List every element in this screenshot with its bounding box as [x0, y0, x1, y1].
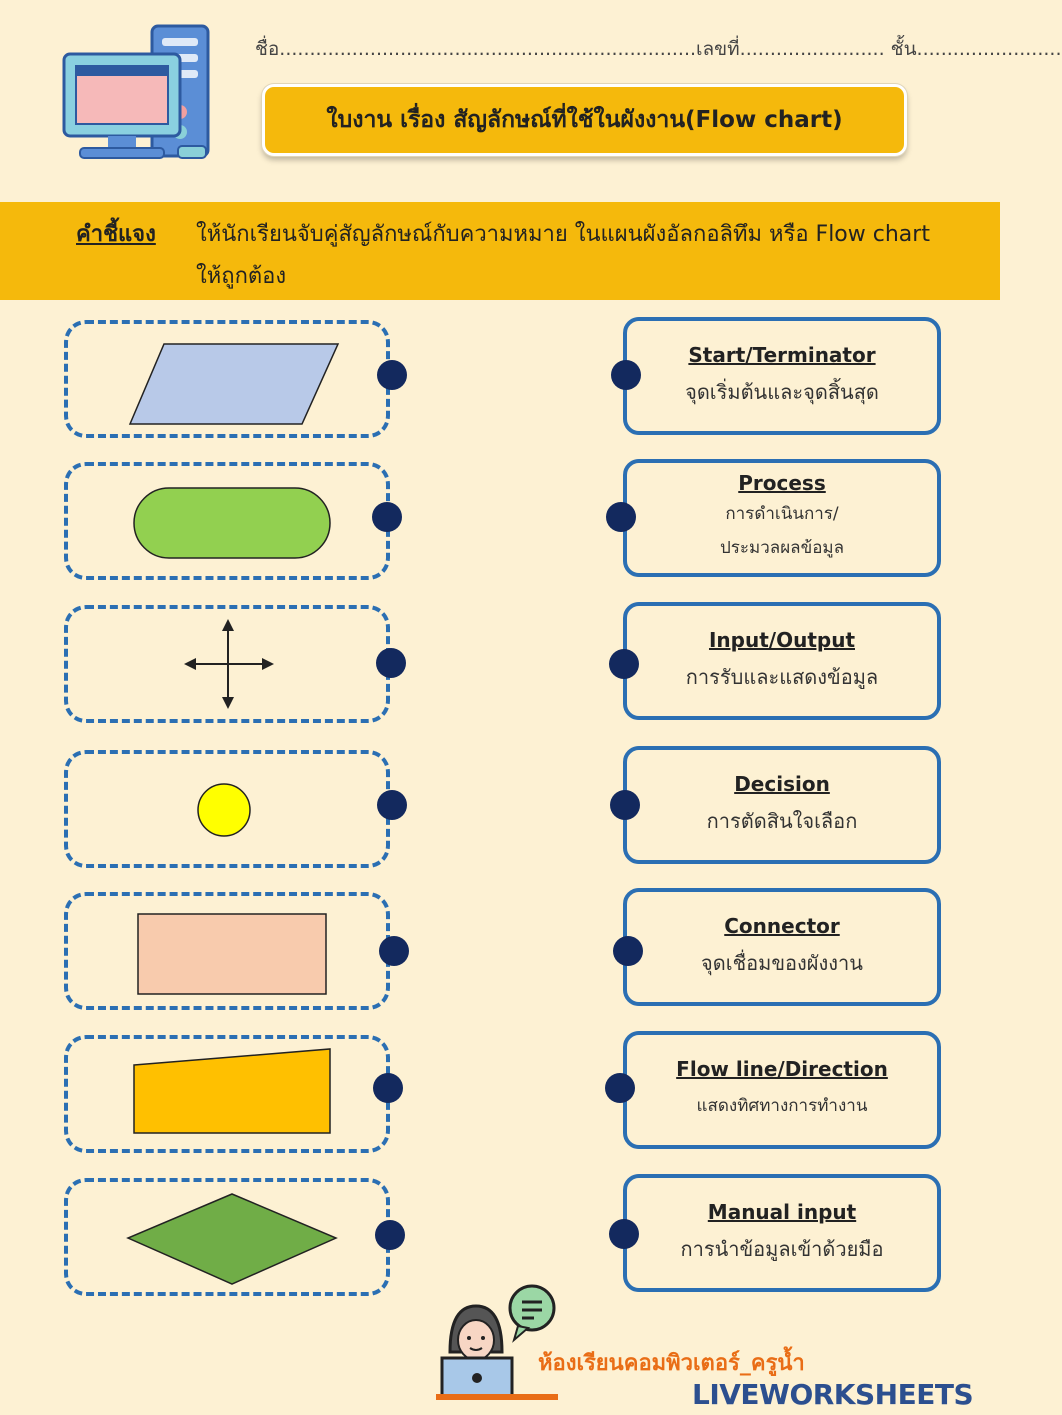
match-dot-left-7[interactable]	[375, 1220, 405, 1250]
meaning-box-start-terminator	[623, 317, 941, 435]
instruction-label: คำชี้แจง	[76, 222, 156, 247]
meaning-desc: การนำข้อมูลเข้าด้วยมือ	[680, 1237, 884, 1261]
connector-circle-shape	[68, 754, 386, 864]
match-dot-right-3[interactable]	[609, 649, 639, 679]
match-dot-right-7[interactable]	[609, 1219, 639, 1249]
meaning-box-manual-input	[623, 1174, 941, 1292]
meaning-title: Connector	[724, 914, 840, 938]
meaning-box-input-output	[623, 602, 941, 720]
teacher-laptop-icon	[436, 1282, 561, 1402]
match-dot-left-4[interactable]	[377, 790, 407, 820]
meaning-desc: การดำเนินการ/ ประมวลผลข้อมูล	[719, 504, 845, 558]
symbol-box-trapezoid	[64, 1035, 390, 1153]
flow-arrows-shape	[68, 609, 386, 719]
parallelogram-shape	[68, 324, 386, 434]
match-dot-left-6[interactable]	[373, 1073, 403, 1103]
instruction-text: ให้นักเรียนจับคู่สัญลักษณ์กับความหมาย ในแผนผังอัลกอลิทึม หรือ Flow chart ให้ถูกต้อง	[196, 222, 930, 289]
match-dot-left-5[interactable]	[379, 936, 409, 966]
meaning-desc: การตัดสินใจเลือก	[706, 809, 858, 833]
symbol-box-diamond	[64, 1178, 390, 1296]
computer-icon	[60, 22, 220, 167]
match-dot-right-6[interactable]	[605, 1073, 635, 1103]
meaning-title: Input/Output	[708, 628, 855, 652]
liveworksheets-watermark: LIVEWORKSHEETS	[692, 1378, 974, 1411]
symbol-box-rectangle	[64, 892, 390, 1010]
meaning-title: Start/Terminator	[688, 343, 876, 367]
symbol-box-arrows	[64, 605, 390, 723]
meaning-box-connector	[623, 888, 941, 1006]
meaning-desc: แสดงทิศทางการทำงาน	[696, 1096, 868, 1116]
meaning-desc: จุดเริ่มต้นและจุดสิ้นสุด	[685, 380, 879, 404]
meaning-box-flow-line	[623, 1031, 941, 1149]
match-dot-left-3[interactable]	[376, 648, 406, 678]
meaning-box-process	[623, 459, 941, 577]
symbol-box-rounded-rectangle	[64, 462, 390, 580]
match-dot-left-2[interactable]	[372, 502, 402, 532]
meaning-title: Process	[738, 471, 826, 495]
meaning-desc: การรับและแสดงข้อมูล	[685, 665, 879, 689]
decision-diamond-shape	[68, 1182, 386, 1292]
meaning-desc: จุดเชื่อมของผังงาน	[701, 951, 863, 975]
match-dot-right-5[interactable]	[613, 936, 643, 966]
teacher-credit: ห้องเรียนคอมพิวเตอร์_ครูน้ำ	[538, 1351, 805, 1376]
terminator-shape	[68, 466, 386, 576]
match-dot-right-4[interactable]	[610, 790, 640, 820]
match-dot-left-1[interactable]	[377, 360, 407, 390]
symbol-box-parallelogram	[64, 320, 390, 438]
manual-input-shape	[68, 1039, 386, 1149]
meaning-box-decision	[623, 746, 941, 864]
name-number-class-line: ชื่อ.....................................................................เลขที่........................ ชั้น........................	[255, 38, 1062, 60]
meaning-title: Flow line/Direction	[676, 1057, 888, 1081]
symbol-box-circle	[64, 750, 390, 868]
process-rectangle-shape	[68, 896, 386, 1006]
meaning-title: Decision	[734, 772, 830, 796]
worksheet-title: ใบงาน เรื่อง สัญลักษณ์ที่ใช้ในผังงาน(Flow chart)	[262, 84, 907, 156]
match-dot-right-2[interactable]	[606, 502, 636, 532]
meaning-title: Manual input	[707, 1200, 857, 1224]
match-dot-right-1[interactable]	[611, 360, 641, 390]
